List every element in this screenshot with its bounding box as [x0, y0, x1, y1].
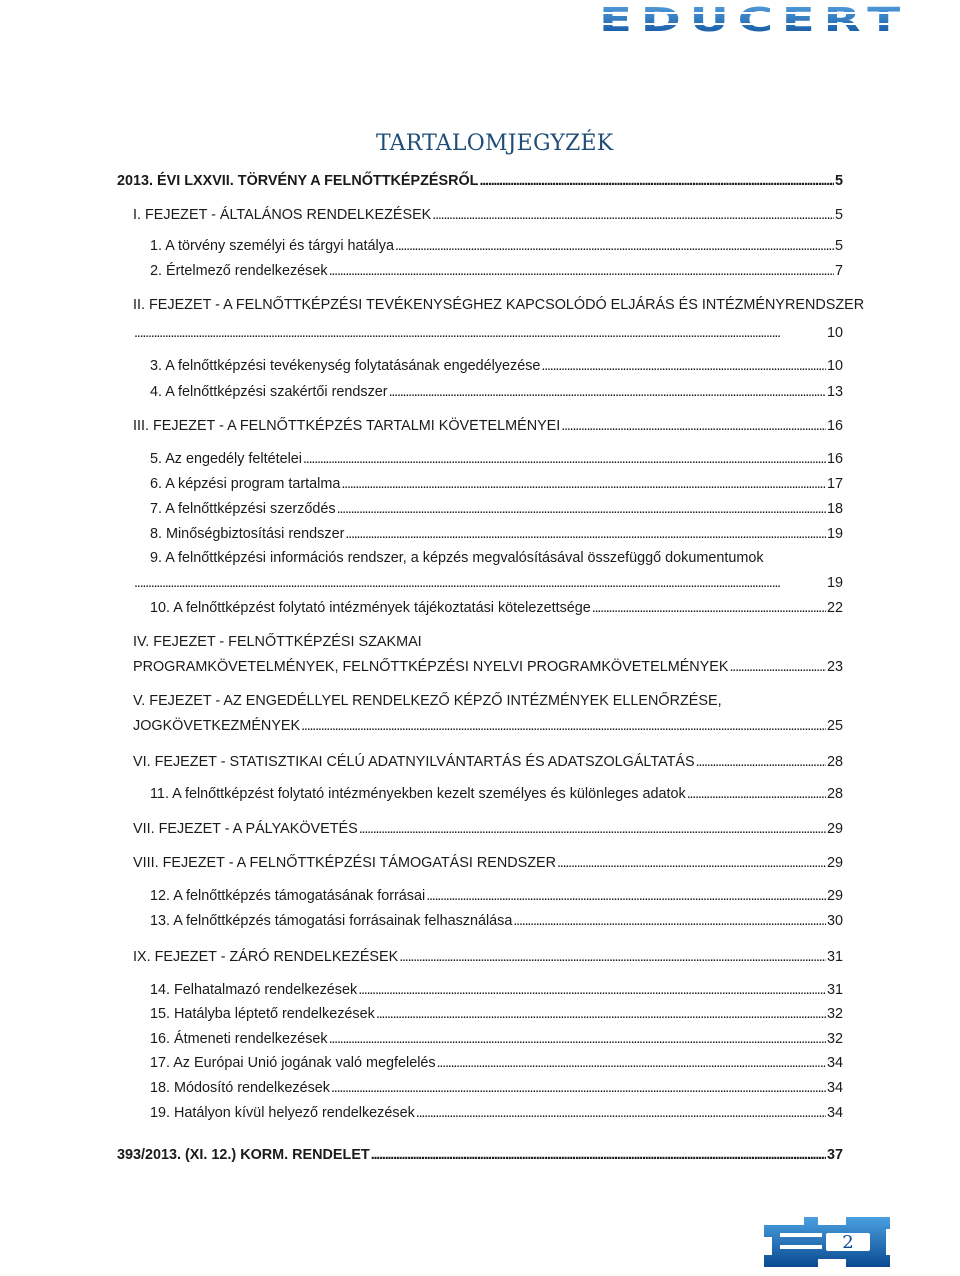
toc-entry[interactable]: [150, 383, 843, 401]
toc-entry-label: 4. A felnőttképzési szakértői rendszer: [150, 384, 388, 400]
toc-entry[interactable]: [150, 912, 843, 930]
toc-entry-page: 5: [834, 238, 843, 254]
toc-leader-dots: [345, 525, 826, 543]
toc-entry-label: 2013. ÉVI LXXVII. TÖRVÉNY A FELNŐTTKÉPZÉSRŐL: [117, 173, 479, 189]
toc-entry-label: 7. A felnőttképzési szerződés: [150, 501, 336, 517]
toc-entry[interactable]: [117, 1146, 843, 1164]
toc-leader-dots: [432, 206, 834, 224]
toc-entry[interactable]: [150, 450, 843, 468]
toc-entry-page: 16: [826, 451, 843, 467]
toc-entry-page: 5: [834, 207, 843, 223]
toc-entry-label: 18. Módosító rendelkezések: [150, 1080, 330, 1096]
toc-entry-page: 10: [826, 325, 843, 341]
toc-leader-dots: [395, 237, 834, 255]
page-number: 2: [842, 1232, 854, 1253]
toc-entry[interactable]: [150, 1030, 843, 1048]
toc-entry-page: 19: [826, 526, 843, 542]
toc-entry[interactable]: [133, 753, 843, 771]
toc-entry[interactable]: [150, 981, 843, 999]
toc-entry-label: 2. Értelmező rendelkezések: [150, 263, 328, 279]
toc-entry-label: 11. A felnőttképzést folytató intézményekben kezelt személyes és különleges adatok: [150, 786, 686, 802]
toc-entry[interactable]: [150, 525, 843, 543]
toc-entry-label: 15. Hatályba léptető rendelkezések: [150, 1006, 375, 1022]
toc-entry-label: 8. Minőségbiztosítási rendszer: [150, 526, 345, 542]
toc-leader-dots: [437, 1054, 826, 1072]
toc-leader-dots: [416, 1104, 826, 1122]
toc-entry[interactable]: [150, 357, 843, 375]
toc-leader-dots: [329, 1030, 826, 1048]
toc-leader-dots: [341, 475, 826, 493]
toc-entry[interactable]: [150, 1104, 843, 1122]
toc-leader-dots: [301, 717, 826, 735]
toc-leader-dots: [329, 262, 834, 280]
toc-entry-label-line[interactable]: II. FEJEZET - A FELNŐTTKÉPZÉSI TEVÉKENYSÉGHEZ KAPCSOLÓDÓ ELJÁRÁS ÉS INTÉZMÉNYRENDSZER: [133, 297, 865, 313]
toc-entry-label: 393/2013. (XI. 12.) KORM. RENDELET: [117, 1147, 370, 1163]
toc-entry-label-line[interactable]: V. FEJEZET - AZ ENGEDÉLLYEL RENDELKEZŐ KÉPZŐ INTÉZMÉNYEK ELLENŐRZÉSE,: [133, 693, 722, 709]
toc-entry[interactable]: [117, 172, 843, 190]
toc-entry-page: 34: [826, 1105, 843, 1121]
toc-entry-page: 29: [826, 855, 843, 871]
toc-entry[interactable]: [150, 887, 843, 905]
toc-leader-dots: [376, 1005, 826, 1023]
toc-leader-dots: [513, 912, 826, 930]
toc-leader-dots: [134, 324, 826, 342]
toc-entry-label: VIII. FEJEZET - A FELNŐTTKÉPZÉSI TÁMOGATÁSI RENDSZER: [133, 855, 556, 871]
toc-entry[interactable]: [150, 237, 843, 255]
toc-entry-page: 13: [826, 384, 843, 400]
toc-entry[interactable]: [150, 599, 843, 617]
toc-title: TARTALOMJEGYZÉK: [376, 131, 614, 156]
toc-entry-page: 34: [826, 1055, 843, 1071]
toc-leader-dots: [687, 785, 826, 803]
toc-entry-label: 13. A felnőttképzés támogatási forrásainak felhasználása: [150, 913, 513, 929]
toc-leader-dots: [557, 854, 826, 872]
toc-entry-page: 18: [826, 501, 843, 517]
toc-entry[interactable]: [150, 1005, 843, 1023]
toc-entry-page: 29: [826, 888, 843, 904]
toc-entry-label: 17. Az Európai Unió jogának való megfelelés: [150, 1055, 436, 1071]
toc-entry-label: 10. A felnőttképzést folytató intézmények tájékoztatási kötelezettsége: [150, 600, 591, 616]
toc-entry-page: 32: [826, 1031, 843, 1047]
toc-entry[interactable]: [133, 820, 843, 838]
toc-entry-label: 1. A törvény személyi és tárgyi hatálya: [150, 238, 394, 254]
toc-entry-label: 19. Hatályon kívül helyező rendelkezések: [150, 1105, 415, 1121]
toc-entry[interactable]: [133, 206, 843, 224]
toc-leader-dots: [331, 1079, 826, 1097]
toc-leader-dots: [541, 357, 826, 375]
toc-entry-label-line[interactable]: IV. FEJEZET - FELNŐTTKÉPZÉSI SZAKMAI: [133, 634, 422, 650]
toc-entry[interactable]: [150, 475, 843, 493]
toc-entry[interactable]: [150, 500, 843, 518]
toc-entry-label: PROGRAMKÖVETELMÉNYEK, FELNŐTTKÉPZÉSI NYELVI PROGRAMKÖVETELMÉNYEK: [133, 659, 729, 675]
toc-entry[interactable]: [133, 854, 843, 872]
toc-entry-label: 16. Átmeneti rendelkezések: [150, 1031, 328, 1047]
toc-leader-dots: [337, 500, 826, 518]
toc-entry-page: 31: [826, 949, 843, 965]
toc-entry-label: 14. Felhatalmazó rendelkezések: [150, 982, 358, 998]
toc-entry-page: 5: [834, 173, 843, 189]
toc-entry[interactable]: [150, 785, 843, 803]
toc-entry-page: 17: [826, 476, 843, 492]
toc-entry-page: 28: [826, 786, 843, 802]
toc-entry[interactable]: [133, 574, 843, 592]
toc-leader-dots: [561, 417, 826, 435]
toc-entry-page: 28: [826, 754, 843, 770]
toc-entry-page: 30: [826, 913, 843, 929]
toc-leader-dots: [592, 599, 826, 617]
toc-leader-dots: [358, 981, 826, 999]
toc-entry-page: 34: [826, 1080, 843, 1096]
toc-entry-label: JOGKÖVETKEZMÉNYEK: [133, 718, 301, 734]
toc-entry-page: 23: [826, 659, 843, 675]
toc-entry[interactable]: [133, 324, 843, 342]
toc-leader-dots: [696, 753, 826, 771]
toc-entry-page: 37: [826, 1147, 843, 1163]
toc-entry[interactable]: [133, 658, 843, 676]
toc-entry-page: 7: [834, 263, 843, 279]
toc-entry-page: 16: [826, 418, 843, 434]
toc-entry-label: III. FEJEZET - A FELNŐTTKÉPZÉS TARTALMI KÖVETELMÉNYEI: [133, 418, 561, 434]
toc-entry-label: I. FEJEZET - ÁLTALÁNOS RENDELKEZÉSEK: [133, 207, 432, 223]
toc-entry-label: 5. Az engedély feltételei: [150, 451, 303, 467]
toc-entry[interactable]: [133, 717, 843, 735]
toc-entry-page: 25: [826, 718, 843, 734]
toc-entry[interactable]: [133, 417, 843, 435]
toc-leader-dots: [479, 172, 834, 190]
toc-entry-page: 32: [826, 1006, 843, 1022]
toc-entry-label: 6. A képzési program tartalma: [150, 476, 341, 492]
toc-entry[interactable]: [150, 1079, 843, 1097]
toc-entry-page: 29: [826, 821, 843, 837]
toc-entry[interactable]: [133, 948, 843, 966]
toc-entry-page: 22: [826, 600, 843, 616]
toc-leader-dots: [389, 383, 826, 401]
toc-entry-label: 3. A felnőttképzési tevékenység folytatásának engedélyezése: [150, 358, 541, 374]
toc-entry-label: IX. FEJEZET - ZÁRÓ RENDELKEZÉSEK: [133, 949, 399, 965]
toc-leader-dots: [371, 1146, 826, 1164]
toc-entry-page: 10: [826, 358, 843, 374]
toc-entry-label: 12. A felnőttképzés támogatásának forrásai: [150, 888, 426, 904]
toc-entry-label-line[interactable]: 9. A felnőttképzési információs rendszer, a képzés megvalósításával összefüggő dokumentumok: [150, 550, 764, 566]
toc-entry-label: VII. FEJEZET - A PÁLYAKÖVETÉS: [133, 821, 358, 837]
toc-leader-dots: [399, 948, 826, 966]
toc-entry[interactable]: [150, 1054, 843, 1072]
logo-text: EDUCERT: [599, 2, 909, 36]
toc-entry-page: 19: [826, 575, 843, 591]
page-number-badge: [760, 1215, 894, 1269]
toc-entry-label: VI. FEJEZET - STATISZTIKAI CÉLÚ ADATNYILVÁNTARTÁS ÉS ADATSZOLGÁLTATÁS: [133, 754, 695, 770]
toc-entry[interactable]: [150, 262, 843, 280]
toc-entry-page: 31: [826, 982, 843, 998]
toc-leader-dots: [426, 887, 826, 905]
toc-leader-dots: [359, 820, 826, 838]
toc-leader-dots: [729, 658, 826, 676]
toc-leader-dots: [134, 574, 826, 592]
toc-leader-dots: [303, 450, 826, 468]
